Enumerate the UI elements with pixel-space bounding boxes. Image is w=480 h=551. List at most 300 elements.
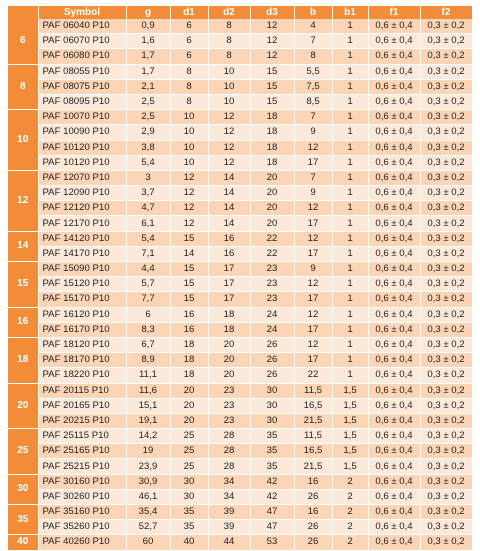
cell-d1: 18 xyxy=(170,337,208,352)
cell-b1: 1 xyxy=(332,292,368,307)
table-row xyxy=(8,489,472,504)
cell-symbol: PAF 08075 P10 xyxy=(38,79,126,94)
cell-b: 26 xyxy=(294,489,332,504)
cell-f1: 0,6 ± 0,4 xyxy=(368,277,420,292)
cell-f2: 0,3 ± 0,2 xyxy=(420,474,472,489)
header-b1: b1 xyxy=(332,6,368,19)
cell-g: 6 xyxy=(126,307,170,322)
cell-f2: 0,3 ± 0,2 xyxy=(420,125,472,140)
cell-g: 11,1 xyxy=(126,368,170,383)
cell-d3: 30 xyxy=(250,383,294,398)
cell-b: 5,5 xyxy=(294,64,332,79)
cell-f2: 0,3 ± 0,2 xyxy=(420,489,472,504)
cell-g: 35,4 xyxy=(126,505,170,520)
cell-symbol: PAF 12170 P10 xyxy=(38,216,126,231)
cell-d1: 25 xyxy=(170,444,208,459)
cell-d2: 16 xyxy=(208,231,250,246)
cell-d3: 26 xyxy=(250,368,294,383)
cell-b1: 1 xyxy=(332,79,368,94)
cell-d3: 24 xyxy=(250,322,294,337)
cell-d2: 28 xyxy=(208,459,250,474)
cell-g: 60 xyxy=(126,535,170,550)
cell-d2: 39 xyxy=(208,520,250,535)
cell-b1: 1 xyxy=(332,322,368,337)
cell-f2: 0,3 ± 0,2 xyxy=(420,155,472,170)
cell-b: 26 xyxy=(294,520,332,535)
cell-g: 2,5 xyxy=(126,110,170,125)
cell-f2: 0,3 ± 0,2 xyxy=(420,262,472,277)
table-row xyxy=(8,337,472,352)
cell-d2: 14 xyxy=(208,186,250,201)
cell-symbol: PAF 12090 P10 xyxy=(38,186,126,201)
cell-d2: 16 xyxy=(208,246,250,261)
cell-f1: 0,6 ± 0,4 xyxy=(368,322,420,337)
cell-b1: 1 xyxy=(332,34,368,49)
cell-f1: 0,6 ± 0,4 xyxy=(368,292,420,307)
cell-symbol: PAF 10070 P10 xyxy=(38,110,126,125)
cell-d2: 17 xyxy=(208,292,250,307)
table-row xyxy=(8,262,472,277)
group-label: 20 xyxy=(8,383,38,429)
group-label: 16 xyxy=(8,307,38,337)
cell-f1: 0,6 ± 0,4 xyxy=(368,383,420,398)
cell-f2: 0,3 ± 0,2 xyxy=(420,398,472,413)
cell-d2: 20 xyxy=(208,353,250,368)
table-row xyxy=(8,383,472,398)
cell-d2: 28 xyxy=(208,444,250,459)
cell-symbol: PAF 14120 P10 xyxy=(38,231,126,246)
cell-symbol: PAF 18120 P10 xyxy=(38,337,126,352)
cell-g: 0,9 xyxy=(126,19,170,34)
table-row xyxy=(8,186,472,201)
cell-f1: 0,6 ± 0,4 xyxy=(368,231,420,246)
cell-d3: 20 xyxy=(250,186,294,201)
group-label: 10 xyxy=(8,110,38,171)
cell-d2: 23 xyxy=(208,383,250,398)
cell-b: 9 xyxy=(294,186,332,201)
cell-g: 19 xyxy=(126,444,170,459)
cell-d2: 34 xyxy=(208,489,250,504)
cell-d3: 42 xyxy=(250,489,294,504)
cell-g: 1,7 xyxy=(126,49,170,64)
cell-symbol: PAF 20215 P10 xyxy=(38,413,126,428)
cell-b: 4 xyxy=(294,19,332,34)
table-row xyxy=(8,429,472,444)
table-row xyxy=(8,155,472,170)
table-row xyxy=(8,322,472,337)
cell-f1: 0,6 ± 0,4 xyxy=(368,307,420,322)
cell-d2: 10 xyxy=(208,64,250,79)
header-f2: f2 xyxy=(420,6,472,19)
cell-d3: 53 xyxy=(250,535,294,550)
cell-f1: 0,6 ± 0,4 xyxy=(368,474,420,489)
cell-d2: 8 xyxy=(208,19,250,34)
cell-g: 11,6 xyxy=(126,383,170,398)
cell-d1: 12 xyxy=(170,186,208,201)
cell-b1: 1,5 xyxy=(332,444,368,459)
cell-b: 16,5 xyxy=(294,444,332,459)
cell-d1: 8 xyxy=(170,79,208,94)
cell-f2: 0,3 ± 0,2 xyxy=(420,170,472,185)
cell-g: 4,7 xyxy=(126,201,170,216)
cell-b1: 1 xyxy=(332,262,368,277)
group-label: 15 xyxy=(8,262,38,308)
cell-g: 2,9 xyxy=(126,125,170,140)
cell-d1: 14 xyxy=(170,246,208,261)
cell-symbol: PAF 25215 P10 xyxy=(38,459,126,474)
cell-d3: 18 xyxy=(250,125,294,140)
cell-b: 12 xyxy=(294,201,332,216)
cell-f1: 0,6 ± 0,4 xyxy=(368,49,420,64)
cell-symbol: PAF 25165 P10 xyxy=(38,444,126,459)
cell-f2: 0,3 ± 0,2 xyxy=(420,520,472,535)
group-label: 14 xyxy=(8,231,38,261)
cell-d3: 26 xyxy=(250,353,294,368)
cell-f1: 0,6 ± 0,4 xyxy=(368,110,420,125)
cell-b: 26 xyxy=(294,535,332,550)
cell-d3: 20 xyxy=(250,216,294,231)
cell-b1: 1 xyxy=(332,353,368,368)
cell-f2: 0,3 ± 0,2 xyxy=(420,64,472,79)
cell-b1: 1 xyxy=(332,19,368,34)
cell-b1: 1,5 xyxy=(332,459,368,474)
table-body xyxy=(8,19,472,550)
cell-d3: 18 xyxy=(250,155,294,170)
cell-d2: 10 xyxy=(208,94,250,109)
cell-d3: 12 xyxy=(250,34,294,49)
cell-d3: 15 xyxy=(250,64,294,79)
group-label: 8 xyxy=(8,64,38,110)
cell-g: 19,1 xyxy=(126,413,170,428)
cell-b: 7,5 xyxy=(294,79,332,94)
cell-g: 2,1 xyxy=(126,79,170,94)
cell-b: 22 xyxy=(294,368,332,383)
cell-g: 23,9 xyxy=(126,459,170,474)
cell-d1: 15 xyxy=(170,262,208,277)
cell-g: 5,7 xyxy=(126,277,170,292)
cell-f1: 0,6 ± 0,4 xyxy=(368,170,420,185)
table-row xyxy=(8,520,472,535)
cell-b: 17 xyxy=(294,292,332,307)
cell-g: 5,4 xyxy=(126,155,170,170)
cell-f1: 0,6 ± 0,4 xyxy=(368,186,420,201)
table-row xyxy=(8,34,472,49)
cell-f1: 0,6 ± 0,4 xyxy=(368,337,420,352)
cell-d3: 30 xyxy=(250,413,294,428)
cell-g: 7,1 xyxy=(126,246,170,261)
header-symbol: Symbol xyxy=(38,6,126,19)
cell-b: 17 xyxy=(294,353,332,368)
cell-f1: 0,6 ± 0,4 xyxy=(368,34,420,49)
cell-symbol: PAF 12120 P10 xyxy=(38,201,126,216)
cell-f1: 0,6 ± 0,4 xyxy=(368,246,420,261)
cell-b1: 1 xyxy=(332,337,368,352)
cell-b: 12 xyxy=(294,140,332,155)
cell-symbol: PAF 10090 P10 xyxy=(38,125,126,140)
cell-d2: 8 xyxy=(208,49,250,64)
cell-d2: 12 xyxy=(208,110,250,125)
cell-d3: 24 xyxy=(250,307,294,322)
cell-d3: 47 xyxy=(250,520,294,535)
cell-g: 30,9 xyxy=(126,474,170,489)
cell-symbol: PAF 06070 P10 xyxy=(38,34,126,49)
cell-d2: 39 xyxy=(208,505,250,520)
table-row xyxy=(8,170,472,185)
cell-d2: 17 xyxy=(208,262,250,277)
cell-f1: 0,6 ± 0,4 xyxy=(368,429,420,444)
cell-b1: 1,5 xyxy=(332,383,368,398)
table-row xyxy=(8,94,472,109)
cell-d1: 20 xyxy=(170,398,208,413)
cell-f2: 0,3 ± 0,2 xyxy=(420,201,472,216)
cell-b: 16,5 xyxy=(294,398,332,413)
cell-symbol: PAF 18220 P10 xyxy=(38,368,126,383)
cell-b: 11,5 xyxy=(294,429,332,444)
cell-d1: 25 xyxy=(170,429,208,444)
cell-b1: 1 xyxy=(332,246,368,261)
cell-b1: 1 xyxy=(332,277,368,292)
cell-g: 8,3 xyxy=(126,322,170,337)
header-group xyxy=(8,6,38,19)
cell-d3: 15 xyxy=(250,94,294,109)
cell-b1: 1 xyxy=(332,155,368,170)
group-label: 25 xyxy=(8,429,38,475)
cell-f1: 0,6 ± 0,4 xyxy=(368,520,420,535)
cell-b: 17 xyxy=(294,246,332,261)
cell-symbol: PAF 06040 P10 xyxy=(38,19,126,34)
cell-symbol: PAF 20115 P10 xyxy=(38,383,126,398)
cell-f2: 0,3 ± 0,2 xyxy=(420,413,472,428)
cell-f1: 0,6 ± 0,4 xyxy=(368,19,420,34)
cell-symbol: PAF 16120 P10 xyxy=(38,307,126,322)
cell-f2: 0,3 ± 0,2 xyxy=(420,79,472,94)
cell-d2: 14 xyxy=(208,201,250,216)
header-d3: d3 xyxy=(250,6,294,19)
cell-b: 12 xyxy=(294,337,332,352)
cell-d1: 15 xyxy=(170,277,208,292)
table-row xyxy=(8,368,472,383)
cell-f1: 0,6 ± 0,4 xyxy=(368,140,420,155)
cell-d3: 15 xyxy=(250,79,294,94)
cell-f2: 0,3 ± 0,2 xyxy=(420,94,472,109)
cell-d1: 10 xyxy=(170,125,208,140)
cell-b: 7 xyxy=(294,110,332,125)
cell-g: 52,7 xyxy=(126,520,170,535)
cell-d2: 12 xyxy=(208,155,250,170)
cell-b1: 1 xyxy=(332,201,368,216)
cell-d3: 20 xyxy=(250,170,294,185)
cell-b1: 1,5 xyxy=(332,429,368,444)
cell-d3: 18 xyxy=(250,140,294,155)
cell-f1: 0,6 ± 0,4 xyxy=(368,535,420,550)
cell-f1: 0,6 ± 0,4 xyxy=(368,262,420,277)
cell-b: 12 xyxy=(294,277,332,292)
cell-symbol: PAF 16170 P10 xyxy=(38,322,126,337)
cell-symbol: PAF 18170 P10 xyxy=(38,353,126,368)
cell-d3: 12 xyxy=(250,19,294,34)
cell-b: 17 xyxy=(294,155,332,170)
table-row xyxy=(8,216,472,231)
cell-f2: 0,3 ± 0,2 xyxy=(420,186,472,201)
spec-table-container xyxy=(8,6,472,551)
cell-f1: 0,6 ± 0,4 xyxy=(368,125,420,140)
cell-symbol: PAF 15120 P10 xyxy=(38,277,126,292)
cell-b1: 1 xyxy=(332,368,368,383)
cell-b1: 1 xyxy=(332,140,368,155)
cell-d1: 30 xyxy=(170,474,208,489)
group-label: 35 xyxy=(8,505,38,535)
cell-d3: 23 xyxy=(250,292,294,307)
cell-g: 46,1 xyxy=(126,489,170,504)
cell-b1: 2 xyxy=(332,474,368,489)
cell-symbol: PAF 10120 P10 xyxy=(38,155,126,170)
cell-g: 4,4 xyxy=(126,262,170,277)
table-row xyxy=(8,79,472,94)
cell-d3: 22 xyxy=(250,246,294,261)
cell-f2: 0,3 ± 0,2 xyxy=(420,368,472,383)
cell-d2: 10 xyxy=(208,79,250,94)
cell-d1: 20 xyxy=(170,383,208,398)
cell-d3: 30 xyxy=(250,398,294,413)
cell-f1: 0,6 ± 0,4 xyxy=(368,216,420,231)
cell-g: 3,7 xyxy=(126,186,170,201)
cell-b1: 1 xyxy=(332,94,368,109)
cell-f1: 0,6 ± 0,4 xyxy=(368,398,420,413)
group-label: 12 xyxy=(8,170,38,231)
header-b: b xyxy=(294,6,332,19)
cell-d2: 34 xyxy=(208,474,250,489)
group-label: 6 xyxy=(8,19,38,64)
cell-d1: 30 xyxy=(170,489,208,504)
cell-d1: 12 xyxy=(170,216,208,231)
cell-d2: 12 xyxy=(208,125,250,140)
bearing-spec-table xyxy=(8,6,473,551)
cell-symbol: PAF 25115 P10 xyxy=(38,429,126,444)
table-row xyxy=(8,307,472,322)
cell-d2: 23 xyxy=(208,398,250,413)
cell-f2: 0,3 ± 0,2 xyxy=(420,444,472,459)
header-f1: f1 xyxy=(368,6,420,19)
cell-f1: 0,6 ± 0,4 xyxy=(368,64,420,79)
cell-b1: 1 xyxy=(332,110,368,125)
cell-d1: 40 xyxy=(170,535,208,550)
cell-b1: 1 xyxy=(332,216,368,231)
cell-d2: 20 xyxy=(208,337,250,352)
cell-b1: 1 xyxy=(332,307,368,322)
cell-b: 12 xyxy=(294,231,332,246)
cell-d1: 6 xyxy=(170,34,208,49)
header-row xyxy=(8,6,472,19)
cell-b: 11,5 xyxy=(294,383,332,398)
group-label: 30 xyxy=(8,474,38,504)
cell-g: 3,8 xyxy=(126,140,170,155)
cell-d1: 16 xyxy=(170,322,208,337)
cell-d3: 18 xyxy=(250,110,294,125)
cell-symbol: PAF 35160 P10 xyxy=(38,505,126,520)
cell-b1: 1 xyxy=(332,186,368,201)
cell-d2: 17 xyxy=(208,277,250,292)
cell-b1: 1,5 xyxy=(332,398,368,413)
table-row xyxy=(8,246,472,261)
cell-f1: 0,6 ± 0,4 xyxy=(368,155,420,170)
table-row xyxy=(8,125,472,140)
cell-f1: 0,6 ± 0,4 xyxy=(368,489,420,504)
cell-d3: 42 xyxy=(250,474,294,489)
cell-g: 8,9 xyxy=(126,353,170,368)
cell-f2: 0,3 ± 0,2 xyxy=(420,231,472,246)
cell-b: 16 xyxy=(294,505,332,520)
cell-d2: 20 xyxy=(208,368,250,383)
cell-g: 6,7 xyxy=(126,337,170,352)
table-row xyxy=(8,353,472,368)
cell-d3: 35 xyxy=(250,444,294,459)
cell-g: 5,4 xyxy=(126,231,170,246)
table-row xyxy=(8,49,472,64)
cell-f2: 0,3 ± 0,2 xyxy=(420,307,472,322)
cell-d1: 25 xyxy=(170,459,208,474)
cell-f1: 0,6 ± 0,4 xyxy=(368,444,420,459)
cell-symbol: PAF 06080 P10 xyxy=(38,49,126,64)
cell-symbol: PAF 14170 P10 xyxy=(38,246,126,261)
cell-f2: 0,3 ± 0,2 xyxy=(420,110,472,125)
cell-b: 12 xyxy=(294,307,332,322)
cell-f2: 0,3 ± 0,2 xyxy=(420,337,472,352)
cell-d1: 10 xyxy=(170,110,208,125)
cell-d2: 8 xyxy=(208,34,250,49)
cell-symbol: PAF 15090 P10 xyxy=(38,262,126,277)
table-row xyxy=(8,459,472,474)
cell-g: 6,1 xyxy=(126,216,170,231)
cell-f2: 0,3 ± 0,2 xyxy=(420,353,472,368)
cell-d2: 12 xyxy=(208,140,250,155)
table-row xyxy=(8,277,472,292)
header-g: g xyxy=(126,6,170,19)
cell-g: 7,7 xyxy=(126,292,170,307)
table-row xyxy=(8,19,472,34)
cell-f2: 0,3 ± 0,2 xyxy=(420,505,472,520)
cell-b: 9 xyxy=(294,125,332,140)
header-d2: d2 xyxy=(208,6,250,19)
cell-f2: 0,3 ± 0,2 xyxy=(420,383,472,398)
cell-d2: 18 xyxy=(208,322,250,337)
cell-d2: 14 xyxy=(208,216,250,231)
table-row xyxy=(8,535,472,550)
table-row xyxy=(8,444,472,459)
table-row xyxy=(8,505,472,520)
cell-d2: 44 xyxy=(208,535,250,550)
cell-f1: 0,6 ± 0,4 xyxy=(368,413,420,428)
cell-d3: 35 xyxy=(250,459,294,474)
group-label: 40 xyxy=(8,535,38,550)
cell-b1: 1,5 xyxy=(332,413,368,428)
cell-symbol: PAF 30260 P10 xyxy=(38,489,126,504)
cell-g: 14,2 xyxy=(126,429,170,444)
cell-d1: 18 xyxy=(170,353,208,368)
cell-d3: 22 xyxy=(250,231,294,246)
cell-symbol: PAF 35260 P10 xyxy=(38,520,126,535)
cell-d2: 23 xyxy=(208,413,250,428)
cell-d1: 6 xyxy=(170,49,208,64)
cell-d1: 15 xyxy=(170,292,208,307)
cell-f2: 0,3 ± 0,2 xyxy=(420,535,472,550)
cell-d1: 16 xyxy=(170,307,208,322)
cell-d1: 6 xyxy=(170,19,208,34)
cell-b: 21,5 xyxy=(294,459,332,474)
cell-b1: 2 xyxy=(332,535,368,550)
cell-f2: 0,3 ± 0,2 xyxy=(420,459,472,474)
cell-g: 15,1 xyxy=(126,398,170,413)
cell-symbol: PAF 15170 P10 xyxy=(38,292,126,307)
